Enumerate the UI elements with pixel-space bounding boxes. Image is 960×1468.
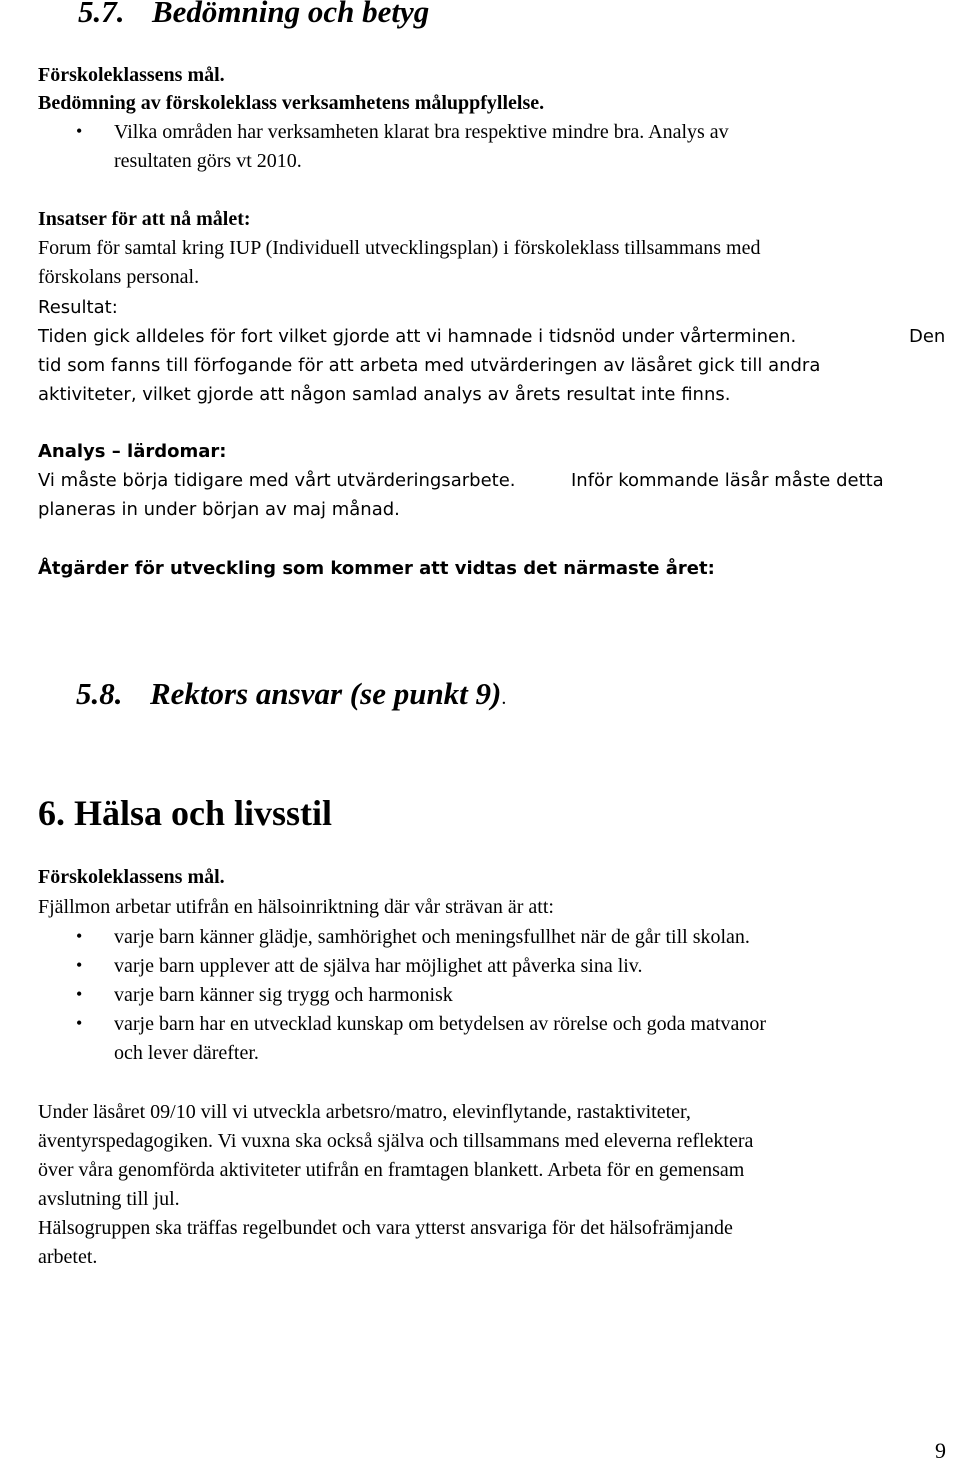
analysis-text-line1b: Inför kommande läsår måste detta [571,470,884,491]
section-title: Hälsa och livsstil [74,793,333,833]
health-bullet-4-cont: och lever därefter. [114,1042,259,1064]
section-number: 5.7. [78,0,125,29]
health-bullet-3: varje barn känner sig trygg och harmonisk [114,984,453,1006]
plan-paragraph-line3: över våra genomförda aktiviteter utifrån en framtagen blankett. Arbeta för en gemensam [38,1159,745,1181]
section-5-7-heading [78,0,429,30]
section-title: Rektors ansvar (se punkt 9) [150,676,502,711]
plan-paragraph-line5: Hälsogruppen ska träffas regelbundet och vara ytterst ansvariga för det hälsofrämjande [38,1217,733,1239]
analysis-heading: Analys – lärdomar: [38,441,227,462]
efforts-text: Forum för samtal kring IUP (Individuell utvecklingsplan) i förskoleklass tillsammans med [38,237,761,259]
page-number: 9 [935,1438,946,1463]
section-trailing-period: . [501,687,507,709]
assessment-heading: Bedömning av förskoleklass verksamhetens måluppfyllelse. [38,92,545,114]
goal-heading: Förskoleklassens mål. [38,64,225,86]
result-text-line3: aktiviteter, vilket gjorde att någon samlad analys av årets resultat inte finns. [38,384,731,405]
health-bullet-1: varje barn känner glädje, samhörighet och meningsfullhet när de går till skolan. [114,926,750,948]
efforts-heading: Insatser för att nå målet: [38,208,251,230]
result-text-line1-tail: Den [909,326,946,347]
section-number: 6. [38,793,65,833]
analysis-text-line1a: Vi måste börja tidigare med vårt utvärderingsarbete. [38,470,516,491]
bullet-dot: • [76,121,83,141]
goal-heading-6: Förskoleklassens mål. [38,866,225,888]
plan-paragraph-line6: arbetet. [38,1246,98,1268]
result-text-line1: Tiden gick alldeles för fort vilket gjorde att vi hamnade i tidsnöd under vårterminen. [38,326,797,347]
actions-heading: Åtgärder för utveckling som kommer att vidtas det närmaste året: [38,558,715,579]
result-heading: Resultat: [38,297,118,318]
health-bullet-2: varje barn upplever att de själva har möjlighet att påverka sina liv. [114,955,643,977]
analysis-text-line2: planeras in under början av maj månad. [38,499,400,520]
section-6-heading [38,792,332,834]
plan-paragraph-line4: avslutning till jul. [38,1188,180,1210]
section-number: 5.8. [76,676,123,711]
health-intro: Fjällmon arbetar utifrån en hälsoinriktning där vår strävan är att: [38,896,554,918]
bullet-text: Vilka områden har verksamheten klarat bra respektive mindre bra. Analys av [114,121,729,143]
bullet-dot: • [76,926,83,946]
section-title: Bedömning och betyg [152,0,430,29]
plan-paragraph-line1: Under läsåret 09/10 vill vi utveckla arbetsro/matro, elevinflytande, rastaktiviteter, [38,1101,691,1123]
efforts-text-cont: förskolans personal. [38,266,200,288]
bullet-dot: • [76,955,83,975]
bullet-text-cont: resultaten görs vt 2010. [114,150,302,172]
section-5-8-heading [76,676,506,712]
plan-paragraph-line2: äventyrspedagogiken. Vi vuxna ska också själva och tillsammans med eleverna reflektera [38,1130,754,1152]
bullet-dot: • [76,1013,83,1033]
result-text-line2: tid som fanns till förfogande för att arbeta med utvärderingen av läsåret gick till andra [38,355,821,376]
bullet-dot: • [76,984,83,1004]
health-bullet-4: varje barn har en utvecklad kunskap om betydelsen av rörelse och goda matvanor [114,1013,766,1035]
